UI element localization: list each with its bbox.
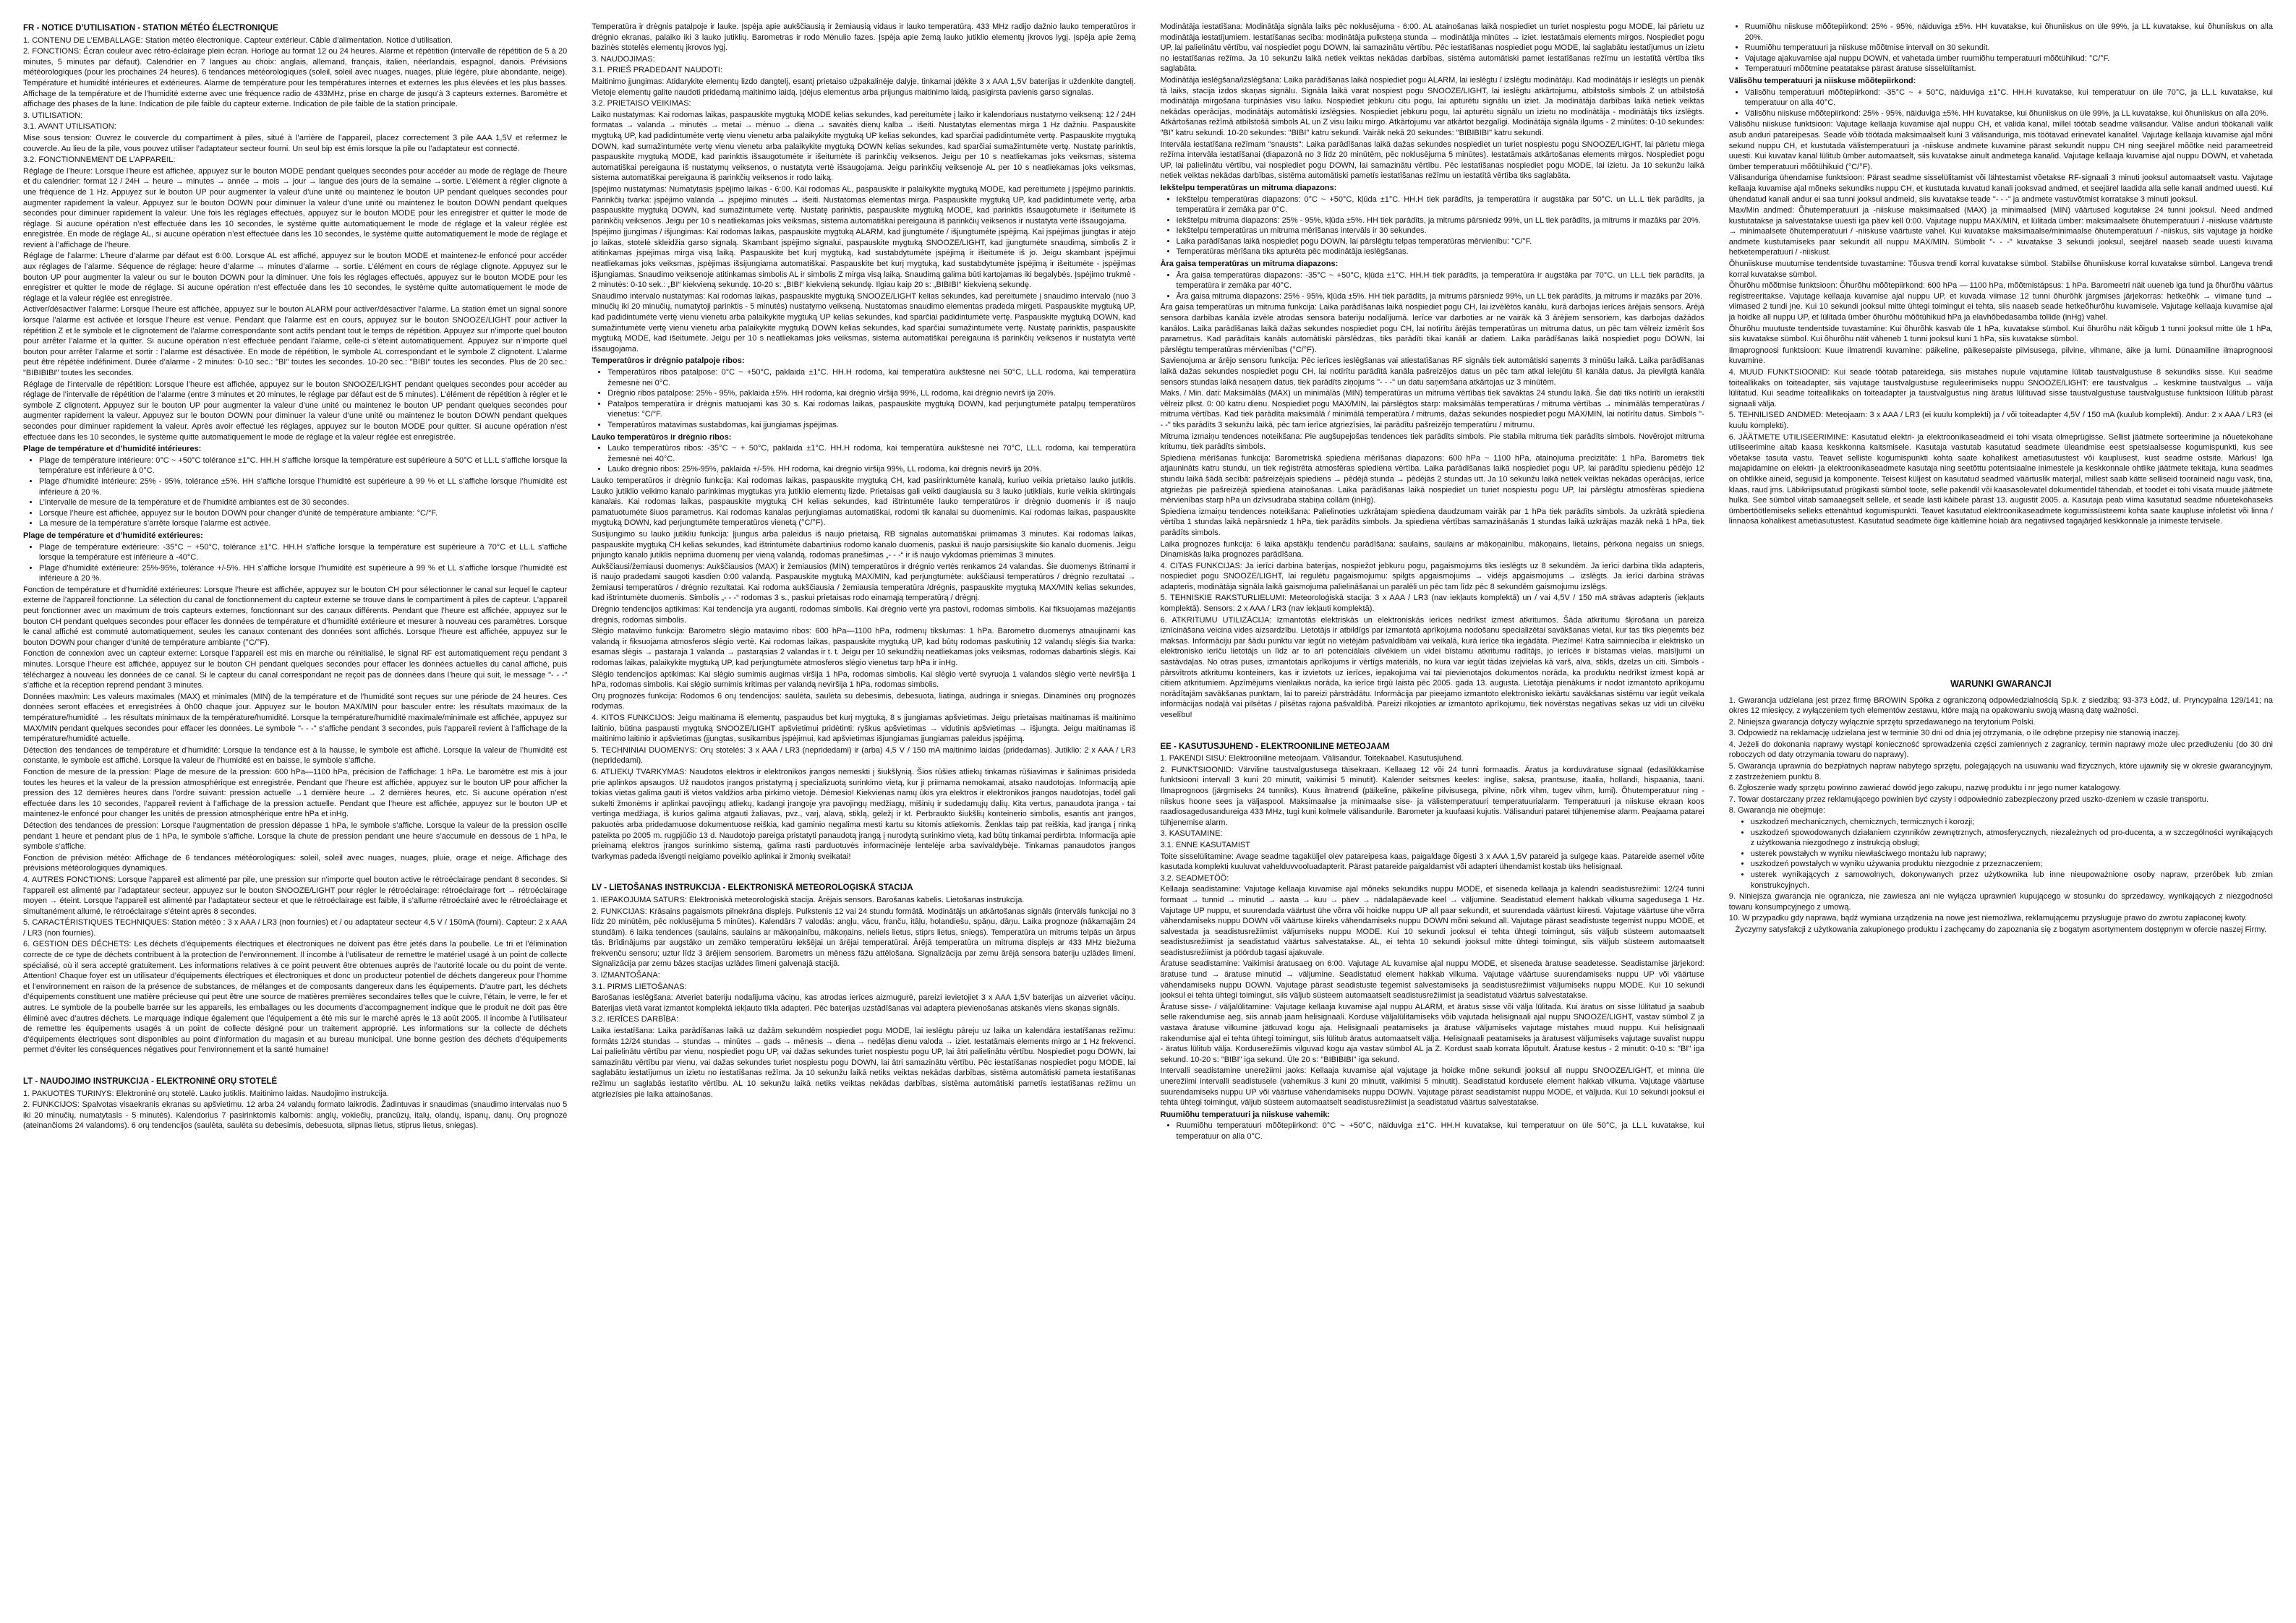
column-2 (592, 22, 1135, 1601)
paragraph: Fonction de connexion avec un capteur externe: Lorsque l’appareil est mis en marche ou réinitialisé, le signal RF est automatiquement reçu pendant 3 minutes. Lorsque l’heure est affichée, appuyez sur le bouton CH pendant quelques secondes pour effacer les données actuelles du canal affiché, puis téléchargez à nouveau les données de ce canal. Si le capteur du canal correspondant ne reçoit pas de données dans l’heure qui suit, le message "- - -" s’affiche et la réception reprend pendant 3 minutes. (23, 649, 568, 690)
warranty-term: 7. Towar dostarczany przez reklamującego powinien być czysty i odpowiednio zabezpieczony przed uszko-dzeniem w czasie transportu. (1728, 795, 2208, 804)
paragraph: Spiediena mērīšanas funkcija: Barometriskā spiediena mērīšanas diapazons: 600 hPa ~ 1100 hPa, atainojuma precizitāte: 1 hPa. Barometrs tiek atjaunināts katru stundu, un tiek reģistrēta atmosfēras spiediena vērtība. Laika parādīšanas laikā nospiediet pogu UP, lai parādītu spiedienu pēdējo 12 stundu laikā šādā secībā: pašreizējais spiediens → pēdējā stunda → pēdējās 2 stundas utt. Ja 10 sekunžu laikā netiek veiktas nekādas operācijas, ierīce atgriežas pie pašreizējā spiediena atainošanas. Laika parādīšanas laikā nospiediet un turiet nospiestu pogu UP, lai pārslēgtu atmosfēras spiediena mērvienības starp hPa un dzīvsudraba stabiņa collām (inHg). (1160, 453, 1704, 505)
warranty-term: 6. Zgłoszenie wady sprzętu powinno zawierać dowód jego zakupu, nazwę produktu i nr jego numer katalogowy. (1728, 784, 2121, 793)
paragraph: 3.2. FONCTIONNEMENT DE L’APPAREIL: (23, 155, 176, 165)
paragraph: Laika iestatīšana: Laika parādīšanas laikā uz dažām sekundēm nospiediet pogu MODE, lai ieslēgtu pāreju uz laika un kalendāra iestatīšanas režīmu: formāts 12/24 stundas → stundas → minūtes → gads → mēnesis → diena → nedēļas dienu valoda → iziet. Iestatāmais elements mirgo ar 1 Hz frekvenci. Lai palielinātu vērtību par vienu, nospiediet pogu UP, vai dažas sekundes turiet nospiestu pogu UP, lai ātri palielinātu vērtību. Nospiediet pogu DOWN, lai samazinātu vērtību par vienu, vai dažas sekundes turiet nospiestu pogu DOWN, lai ātri samazinātu vērtību. Pēc iestatīšanas nospiediet pogu MODE, lai saglabātu iestatījumus un izietu no iestatīšanas režīma. Ja 10 sekunžu laikā netiks veiktas nekādas darbības, sistēma automātiski pameta iestatīšanas režīmu un saglabās iestatīto vērtību. AL 10 sekunžu laikā netiks veiktas nekādas darbības, sistēma automātiski pametīs iestatīšanas režīmu un atgriezīsies pie laika attainošanas. (592, 1027, 1136, 1099)
paragraph: Įspėjimo įjungimas / išjungimas: Kai rodomas laikas, paspauskite mygtuką ALARM, kad įjungtumėte / išjungtumėte įspėjimą. Kai įspėjimas įjungtas ir atėjo jo laikas, stotelė skleidžia garso signalą. Skambant įspėjimo signalui, paspauskite mygtuką SNOOZE/LIGHT, kad įjungtumėte snaudimą, simbolis Z ir atitinkamas įspėjimas mirga visą laiką. Paspauskite bet kurį mygtuką, kad sustabdytumėte įspėjimą ir išeitumėte iš jo. Jeigu skambant įspėjimui neatliekamas joks veiksmas, įspėjimas išsijungiama automatiškai. Paspauskite bet kurį mygtuką, kad sustabdytumėte įspėjimą ir išeitumėte - įspėjimas išjungiamas. Snaudimo veiksenoje atitinkamas simbolis AL ir simbolis Z mirga visą laiką. Snaudimą galima būti kartojamas iki begalybės. Įspėjimo trukmė - 2 minutės: 0-10 sek.: „BI“ kiekvieną sekundę. 10-20 s: „BIBI“ kiekvieną sekundę. Ilgiau kaip 20 s: „BIBIBI“ kiekvieną sekundę. (592, 228, 1136, 290)
paragraph: Lauko temperatūros ir drėgnio funkcija: Kai rodomas laikas, paspauskite mygtuką CH, kad pasirinktumėte kanalą, kuriuo veikia prietaiso lauko jutiklis. Lauko jutiklio veikimo kanalo parinkimas mygtukas yra jutiklio elementų lizde. Prietaisas gali veikti daugiausia su 3 lauko jutikliais, kurie veikia skirtingais kanalais. Kai rodomas laikas, paspauskite mygtuką CH kelias sekundes, kad ištrintumėte lauko temperatūros ir drėgnio duomenis ir iš naujo pamatuotumėte šiuos parametrus. Kai rodomas kanalas perjungiamas automatiškai, rodomi tik kanalai su duomenimis. Kai rodomas laikas, paspauskite mygtuką DOWN, kad perjungtumėte temperatūros vienetą (°C/°F). (592, 476, 1136, 528)
bullet-list (592, 367, 1135, 431)
warranty-term: 2. Niniejsza gwarancja dotyczy wyłącznie sprzętu sprzedawanego na terytorium Polski. (1728, 717, 2036, 727)
paragraph: Välisanduriga ühendamise funktsioon: Pärast seadme sisselülitamist või lähtestamist võetakse RF-signaali 3 minuti jooksul automaatselt vastu. Vajutage kellaaja kuvamise ajal mõneks sekundiks nuppu CH, et kustutada kuvatud kanali jooksvad andmed, et seejärel laadida alla selle kanali andmed uuesti. Kui ühendatud kanali andur ei saa tunni jooksul andmeid, siis kuvatakse teade "- - -" ja andmete vastuvõtmist korratakse 3 minuti jooksul. (1728, 174, 2273, 204)
paragraph: 3.1. PRIEŠ PRADEDANT NAUDOTI: (592, 66, 722, 75)
paragraph: Kellaaja seadistamine: Vajutage kellaaja kuvamise ajal mõneks sekundiks nuppu MODE, et siseneda kellaaja ja kalendri seadistusrežiimi: 12/24 tunni formaat → tunnid → minutid → aasta → kuu → päev → nädalapäevade keel → väljumine. Seadistatud element hakkab vilkuma sagedusega 1 Hz. Vajutage UP nuppu, et suurendada väärtust ühe võrra või hoidke nuppu UP all paar sekundit, et suurendada väärtust kiiresti. Vajutage väärtuse ühe võrra vähendamiseks nuppu DOWN või väärtuse kiireks vähendamiseks nuppu DOWN mõni sekund all. Vajutage pärast seadistuste tegemist nuppu MODE, et salvestada ja seadistusrežiimist väljumiseks nuppu MODE. Kui 10 sekundi jooksul ei tehta ühtegi toimingut, siis väljub süsteem automaatselt seadistusrežiimist ja seadistatud väärtus salvestatakse. AL, ei tehta 10 sekundi jooksul mitte ühtegi toimingut, siis väljub süsteem automaatselt seadistusrežiimist ja pöördub tagasi ajakuvale. (1160, 885, 1704, 957)
paragraph: 4. CITAS FUNKCIJAS: Ja ierīci darbina baterijas, nospiežot jebkuru pogu, pagaismojums tiks ieslēgts uz 8 sekundēm. Ja ierīci darbina tīkla adapteris, nospiediet pogu SNOOZE/LIGHT, lai regulētu pagaismojumu: spilgts apgaismojums → vidējs apgaismojums → izslēgts. Ja ierīci darbina strāvas adapteris, modinātāja signāla laikā gaismojuma palielināšanai un paralēli un pēc tam līdz pēc 8 sekundēm gaismojumu izslēgs. (1160, 561, 1704, 591)
paragraph: 5. TEHNISKIE RAKSTURLIELUMI: Meteoroloģiskā stacija: 3 x AAA / LR3 (nav iekļauts komplektā) un / vai 4,5V / 150 mA strāvas adapteris (iekļauts komplektā). Sensors: 2 x AAA / LR3 (nav iekļauti komplektā). (1160, 594, 1704, 614)
warranty-term: 8. Gwarancja nie obejmuje: (1728, 806, 1826, 815)
warranty-term: 9. Niniejsza gwarancja nie ogranicza, nie zawiesza ani nie wyłącza uprawnień kupującego w stosunku do sprzedawcy, wynikających z niezgodności towaru konsumpcyjnego z umową. (1728, 892, 2273, 912)
warranty-exclusion: • uszkodzeń powstałych w wyniku używania produktu niezgodnie z przeznaczeniem; (1751, 859, 2273, 870)
paragraph: 4. KITOS FUNKCIJOS: Jeigu maitinama iš elementų, paspaudus bet kurį mygtuką, 8 s įjungiamas apšvietimas. Jeigu prietaisas maitinamas iš maitinimo laitinio, būtina paspausti mygtuką SNOOZE/LIGHT apšvietimui pridėtinti: ryškus apšvietimas → vidutinis apšvietimas → išjungta. Jeigu maitinamas iš maitinimo laitinio ir apšvietimas (įjungtas, susikambus įspėjimui, kad apšvietimas išjungiamas įjungiamas paleidus įspėjimą. (592, 714, 1136, 744)
paragraph: 5. CARACTÉRISTIQUES TECHNIQUES: Station météo : 3 x AAA / LR3 (non fournies) et / ou adaptateur secteur 4,5 V / 150mA (fourni). Capteur: 2 x AAA / LR3 (non fournies). (23, 918, 568, 938)
paragraph: Barošanas ieslēgšana: Atveriet bateriju nodalījuma vāciņu, kas atrodas ierīces aizmugurē, pareizi ievietojiet 3 x AAA 1,5V baterijas un aizveriet vāciņu. Baterijas vietā varat izmantot komplektā iekļauto tīkla adapteri. Pēc baterijas uzstādīšanas vai adaptera pievienošanas atskanēs viens skaņas signāls. (592, 993, 1136, 1013)
paragraph: 6. ATKRITUMU UTILIZĀCIJA: Izmantotās elektriskās un elektroniskās ierīces nedrīkst izmest atkritumos. Šāda atkritumu šķirošana un pareiza iznīcināšana veicina vides aizsardzību. Lietotājs ir atbildīgs par izmantotā aprīkojuma nodošanu specializētai savākšanas vietai, kur tas tiks pieņemts bez maksas. Informāciju par šādu punktu var iegūt no vietējām pašvaldībām vai veikalā, kurā ierīce tika iegādāta. Piezīme! Katra saimniecība ir elektrisko un elektronisko ierīču lietotājs un līdz ar to arī potenciālais cilvēkiem un videi bīstamu atkritumu radītājs, jo ierīcēs ir bīstamas vielas, maisījumi un sastāvdaļas. No otras puses, izmantotais aprīkojums ir vērtīgs materiāls, no kura var iegūt tādas izejvielas kā varš, alva, stikls, dzelzs un citi. Simbols - pārsvītrots atkritumu konteiners, kas ir izvietots uz ierīces, iepakojuma vai tai pievienotajos dokumentos norāda, ka produktu nedrīkst izmest kopā ar citiem atkritumiem. Apzīmējums vienlaikus norāda, ka ierīce tirgū laista pēc 2005. gada 13. augusta. Lietotāja pienākums ir nodot izmantoto aprīkojumu norādītajām savākšanas punktam, lai to pareizi pārstrādātu. Informācija par pieejamo izmantoto elektronisko iekārtu savākšanas sistēmu var iegūt veikala informācijas nodaļā vai pilsētas / pilsētas rajona pašvaldībā. Pareizi rīkojoties ar izmantoto aprīkojumu, tiek novērstas negatīvas sekas uz vidi un cilvēku veselību! (1160, 615, 1704, 719)
section-spacer (592, 862, 1135, 881)
paragraph: 5. TEHNILISED ANDMED: Meteojaam: 3 x AAA / LR3 (ei kuulu komplekti) ja / või toiteadapter 4,5V / 150 mA (kuulub komplekti). Andur: 2 x AAA / LR3 (ei kuulu komplekti). (1728, 411, 2273, 430)
list-item: • Laika parādīšanas laikā nospiediet pogu DOWN, lai pārslēgtu telpas temperatūras mērvienību: °C/°F. (1177, 236, 1704, 247)
paragraph: Détection des tendances de pression: Lorsque l’augmentation de pression dépasse 1 hPa, le symbole s’affiche. Lorsque la valeur de la pression oscille pendant 1 heure et pendant plus de 1 hPa, le symbole s’affiche. Lorsque la chute de pression pendant une heure s’accumule en dessous de 1 hPa, le symbole s’affiche. (23, 821, 568, 852)
section-spacer (23, 1056, 567, 1075)
paragraph: Toite sisselülitamine: Avage seadme tagaküljel olev patareipesa kaas, paigaldage õigesti 3 x AAA 1,5V patareid ja sulgege kaas. Patareide asemel võite kasutada komplekti kuuluvat vahelduvvooluadapterit. Pärast patareide paigaldamist või adapteri ühendamist kostab üks helisignaal. (1160, 852, 1704, 872)
paragraph: Réglage de l’heure: Lorsque l’heure est affichée, appuyez sur le bouton MODE pendant quelques secondes pour accéder au mode de réglage de l’heure et du calendrier: format 12 / 24H → heure → minutes → année → mois → jour → langue des jours de la semaine →sortie. L’élément à régler clignote à une fréquence de 1 Hz. Appuyez sur le bouton UP pour augmenter la valeur d’une unité ou maintenez le bouton UP pendant quelques secondes pour augmenter rapidement la valeur. Appuyez sur le bouton DOWN pour diminuer la valeur d’une unité ou maintenez le bouton DOWN pendant quelques secondes pour diminuer rapidement la valeur. Une fois les réglages effectués, appuyez sur le bouton MODE pour les enregistrer et quitter le mode de réglage. Si aucune opération n’est effectuée dans les 10 secondes, le système quitte automatiquement le mode de réglage et la valeur réglée est enregistrée. En mode de réglage AL, si aucune opération n’est effectuée dans les 10 secondes, le système quitte automatiquement le mode de réglage et revient à l’affichage de l’heure. (23, 166, 568, 249)
paragraph: 4. AUTRES FONCTIONS: Lorsque l’appareil est alimenté par pile, une pression sur n’importe quel bouton active le rétroéclairage pendant 8 secondes. Si l’appareil est alimenté par l’adaptateur secteur, appuyez sur le bouton SNOOZE/LIGHT pour régler le rétroéclairage: rétroéclairage fort → rétroéclairage moyen → éteint. Lorsque l’appareil est alimenté par l’adaptateur secteur et que le rétroéclairage est faible, il s’allume rétroéclairé avec le rétroéclairage et simultanément allumé, le rétroéclairage s’éteint après 8 secondes. (23, 875, 568, 916)
paragraph: Snaudimo intervalo nustatymas: Kai rodomas laikas, paspauskite mygtuką SNOOZE/LIGHT kelias sekundes, kad pereitumėte į snaudimo intervalo (nuo 3 minučių iki 20 minučių, numatytoji parinktis - 5 minutės) nustatymo veikseną. Nustatomas snaudimo elementas pradeda mirgeti. Paspauskite mygtuką UP, kad padidintumėte vertę vienu vienetu arba palaikykite mygtuką UP kelias sekundes, kad sparčiai padidintumėte vertę. Paspauskite mygtuką DOWN, kad sumažintumėte vertę vienu vienetu arba palaikykite mygtuką DOWN kelias sekundes, kad sparčiai sumažintumėte vertę. Nustatę parinktis, paspauskite mygtuką MODE, kad išeitumėte. Jeigu per 10 s neatliekamas joks veiksmas, sistema automatiškai pereigauna iš parinkčių veiksenos ir nustatyta vertė išsaugojama. (592, 291, 1136, 354)
warranty-term: 1. Gwarancja udzielana jest przez firmę BROWIN Spółka z ograniczoną odpowiedzialnością Sp.k. z siedzibą: 93-373 Łódź, ul. Pryncypalna 129/141; na okres 12 miesięcy, z wyłączeniem tych elementów zestawu, które mają na opakowaniu swoją własną datę ważności. (1728, 695, 2273, 716)
paragraph: Aukščiausi/žemiausi duomenys: Aukščiausios (MAX) ir žemiausios (MIN) temperatūros ir drėgnio vertės renkamos 24 valandas. Šie duomenys ištrinami ir iš naujo pradedami saugoti kasdien 0:00 valandą. Paspauskite mygtuką MAX/MIN, kad perjungtumėte: aukščiausi temperatūros / drėgnio rezultatai → žemiausi temperatūros / drėgnio rezultatai. Kai rodoma aukščiausia / žemiausia temperatūra /drėgnis, paspauskite mygtuką MAX/MIN kelias sekundes, kad ištrintumėte duomenis. Simbolis „- - -“ rodomas 3 s., paskui prietaisas rodo einamąją temperatūrą / drėgnį. (592, 562, 1136, 603)
paragraph: Activer/désactiver l’alarme: Lorsque l’heure est affichée, appuyez sur le bouton ALARM pour activer/désactiver l’alarme. La station émet un signal sonore lorsque l’alarme est activée et lorsque l’heure est venue. Pendant que l’alarme est en cours, appuyez sur le bouton SNOOZE/LIGHT pour activer la répétition Z et le symbole et le clignotement de l’alarme correspondante sont actifs pendant tout le temps de répétition. Appuyez sur n’importe quel bouton pour arrêter l’alarme et la quitter. Si aucune opération n’est effectuée pendant l’alarme, celle-ci s’éteint automatiquement. Appuyez sur n’importe quel bouton pour arrêter l’alarme et sortir : l’alarme est désactivée. En mode de répétition, le symbole AL correspondant et le symbole Z clignotent. L’alarme peut être répétée indéfiniment. Durée d’alarme - 2 minutes: 0-10 sec.: "BI" toutes les secondes. 10-20 sec.: "BIBI" toutes les secondes. Plus de 20 sec.: "BIBIBIBI" toutes les secondes. (23, 305, 568, 377)
paragraph: 1. PAKENDI SISU: Elektrooniline meteojaam. Välisandur. Toitekaabel. Kasutusjuhend. (1160, 754, 1464, 763)
paragraph: Äratuse sisse- / väljalülitamine: Vajutage kellaaja kuvamise ajal nuppu ALARM, et äratus sisse või välja lülitada. Kui äratus on sisse lülitatud ja saabub selle rakendumise aeg, siis annab jaam helisignaali. Korduse väljalülitamiseks võib vajutada helisignaali ajal nuppu SNOOZE/LIGHT, vastav sümbol Z ja vastava äratuse vilkumine jätkuvad kogu aja. Helisignaali peatamiseks ja äratuse väljumiseks vajutage mistahes muud nuppu. Kui helisignaali rakendumise ajal ei tehta ühtegi toimingut, siis lülitub äratus automaatselt välja. Helisignaali peatamiseks ja äratusest väljumiseks vajutage suvalist nuppu - äratus lülitub välja. Korduserežiimis vilguvad kogu aja vastav sümbol AL ja Z. Kordust saab korrata lõputult. Äratuse kestus - 2 minutit: 0-10 s: "BI" iga sekund. 10-20 s: "BIBI" iga sekund. Üle 20 s: "BIBIBIBI" iga sekund. (1160, 1002, 1704, 1064)
section-title: FR - NOTICE D’UTILISATION - STATION MÉTÉO ÉLECTRONIQUE (23, 24, 278, 33)
subsection-heading: Iekštelpu temperatūras un mitruma diapazons: (1160, 183, 1337, 192)
warranty-exclusion: • uszkodzeń spowodowanych działaniem czynników zewnętrznych, atmosferycznych, niezależnych od pro-ducenta, a w szczególności wynikających z użytkowania niezgodnego z instrukcją obsługi; (1751, 828, 2273, 849)
list-item: • Temperatūras mērīšana tiks apturēta pēc modinātāja ieslēgšanas. (1177, 247, 1704, 257)
paragraph: Fonction de prévision météo: Affichage de 6 tendances météorologiques: soleil, soleil avec nuages, nuages, pluie, orage et neige. Affichage des prévisions météorologiques dynamiques. (23, 853, 568, 873)
list-item: • Iekštelpu temperatūras un mitruma mērīšanas intervāls ir 30 sekundes. (1177, 226, 1704, 236)
list-item: • La mesure de la température s’arrête lorsque l’alarme est activée. (39, 518, 567, 529)
paragraph: Réglage de l’intervalle de répétition: Lorsque l’heure est affichée, appuyez sur le bouton SNOOZE/LIGHT pendant quelques secondes pour accéder au réglage de l’intervalle de répétition de l’alarme (entre 3 minutes et 20 minutes, le réglage par défaut est de 5 minutes). L’élément de répétition à régler et le symbole Z clignotent. Appuyez sur le bouton UP pour augmenter la valeur d’une unité ou maintenez le bouton UP pendant quelques secondes pour augmenter rapidement la valeur. Appuyez sur le bouton DOWN pour diminuer la valeur d’une unité ou maintenez le bouton DOWN pendant quelques secondes pour diminuer rapidement la valeur. Après avoir effectué les réglages, appuyez sur le bouton MODE pour quitter. Si aucune opération n’est effectuée dans les 10 secondes, le système quitte automatiquement le mode de réglage et la valeur réglée est enregistrée. (23, 380, 568, 442)
warranty-exclusion: • usterek wynikających z samowolnych, dokonywanych przez użytkownika lub inne nieupoważnione osoby napraw, przeróbek lub zmian konstrukcyjnych. (1751, 870, 2273, 891)
paragraph: Intervāla iestatīšana režīmam "snausts": Laika parādīšanas laikā dažas sekundes nospiediet un turiet nospiestu pogu SNOOZE/LIGHT, lai pārietu miega režīma intervāla iestatīšanai (diapazonā no 3 līdz 20 minūtēm, pēc noklusējuma 5 minūtes). Iestatāmais atkārtošanas elements mirgos. Nospiediet pogu UP, lai palielinātu vērtību, vai nospiediet pogu DOWN, lai samazinātu vērtību. Pēc iestatīšanas nospiediet pogu MODE, lai izietu. Ja 10 sekunžu laikā netiek veiktas nekādas darbības, sistēma automātiski pametīs iestatīšanas režīmu un iestatītā vērtība tiks saglabāta. (1160, 140, 1704, 181)
paragraph: Laiko nustatymas: Kai rodomas laikas, paspauskite mygtuką MODE kelias sekundes, kad pereitumėte į laiko ir kalendoriaus nustatymo veikseną: 12 / 24H formatas → valanda → minutės → metai → mėnuo → diena → savaitės dienų kalba → išeiti. Nustatytas elementas mirga 1 Hz dažniu. Paspauskite mygtuką UP, kad padidintumėte vertę vienu vienetu arba palaikykite mygtuką UP kelias sekundes, kad sparčiai padidintumėte vertę. Paspauskite mygtuką DOWN, kad sumažintumėte vertę vienu vienetu arba palaikykite mygtuką DOWN kelias sekundes, kad sparčiai sumažintumėte vertę. Nustatę parinktis, paspauskite mygtuką MODE, kad parinktis išsaugotumėte ir išeitumėte iš parinkčių veiksenos. Jeigu per 10 s neatliekamas joks veiksmas, sistema automatiškai pereigauna iš nustatymų veiksenos, o nustatyta vertė išsaugojama. Jeigu parinkčių veiksenoje AL per 10 s neatliekamas joks veiksmas, sistema automatiškai pereigauna iš parinkčių veiksenos ir rodo laiką. (592, 110, 1136, 183)
section-spacer (1161, 721, 1704, 740)
column-3 (1161, 22, 1704, 1601)
warranty-exclusions (1729, 817, 2273, 891)
list-item: • Iekštelpu mitruma diapazons: 25% - 95%, kļūda ±5%. HH tiek parādīts, ja mitrums pārsniedz 99%, un LL tiek parādīts, ja mitrums ir mazāks par 20%. (1177, 215, 1704, 226)
paragraph: Laika prognozes funkcija: 6 laika apstākļu tendenču parādīšana: saulains, saulains ar mākoņainību, mākoņains, lietains, pērkona negaiss un sniegs. Dinamiskās laika prognozes parādīšana. (1160, 539, 1704, 560)
list-item: • Lorsque l’heure est affichée, appuyez sur le bouton DOWN pour changer d’unité de température ambiante: °C/°F. (39, 508, 567, 519)
subsection-heading: Ruumiõhu temperatuuri ja niiskuse vahemik: (1160, 1110, 1331, 1119)
paragraph: Mitruma izmaiņu tendences noteikšana: Pie augšupejošas tendences tiek parādīts simbols. Pie stabila mitruma tiek parādīts simbols. Novērojot mitruma kritumu, tiek parādīts simbols. (1160, 432, 1704, 452)
bullet-list (1161, 1121, 1704, 1142)
paragraph: 3.1. AVANT UTILISATION: (23, 122, 116, 132)
paragraph: Modinātāja iestatīšana: Modinātāja signāla laiks pēc noklusējuma - 6:00. AL atainošanas laikā nospiediet un turiet nospiestu pogu MODE, lai pārietu uz modinātāja iestatījumiem. Iestatīšanas secība: modinātāja pulksteņa stunda → modinātāja minūtes → iziet. Iestatāmais elements mirgos. Nospiediet pogu UP, lai palielinātu vērtību, vai nospiediet pogu DOWN, lai samazinātu vērtību. Pēc iestatīšanas nospiediet pogu MODE, lai saglabātu iestatījumus un izietu no iestatīšanas režīma. Ja 10 sekunžu laikā netiek veiktas nekādas darbības, sistēma automātiski pamet iestatīšanas režīmu un iestatītā vērtība tiks saglabāta. (1160, 22, 1704, 74)
list-item: • Ruumiõhu temperatuuri mõõtepiirkond: 0°C ~ +50°C, näiduviga ±1°C. HH.H kuvatakse, kui temperatuur on üle 50°C, ja LL.L kuvatakse, kui temperatuur on alla 0°C. (1177, 1121, 1704, 1142)
list-item: • Välisõhu temperatuuri mõõtepiirkond: -35°C ~ + 50°C, näiduviga ±1°C. HH.H kuvatakse, kui temperatuur on üle 70°C, ja LL.L kuvatakse, kui temperatuur on alla 40°C. (1745, 87, 2273, 108)
paragraph: Données max/min: Les valeurs maximales (MAX) et minimales (MIN) de la température et de l’humidité sont reçues sur une période de 24 heures. Ces données seront effacées et enregistrées à 0h00 chaque jour. Appuyez sur le bouton MAX/MIN pour basculer entre: les résultats maximaux de la température/humidité → les résultats minimaux de la température/humidité. Lorsque la température/humidité maximale/minimale est affichée, appuyez sur MAX/MIN pendant quelques secondes pour effacer les données. Le symbole "- - -" s’affiche pendant 3 secondes, puis l’appareil revient à l’affichage de la température/humidité actuelle. (23, 692, 568, 744)
list-item: • Plage d’humidité intérieure: 25% - 95%, tolérance ±5%. HH s’affiche lorsque l’humidité est supérieure à 99 % et LL s’affiche lorsque l’humidité est inférieure à 20 %. (39, 476, 567, 497)
paragraph: Spiediena izmaiņu tendences noteikšana: Palielinoties uzkrātajam spiediena daudzumam vairāk par 1 hPa tiek parādīts simbols. Ja uzkrātā spiediena vērtība 1 stundas laikā nepārsniedz 1 hPa, tiek parādīts simbols. Ja spiediena vērtības samazināšanās 1 stundas laikā uzkrājas mazāk nekā 1 hPa, tiek parādīts simbols. (1160, 507, 1704, 537)
paragraph: Fonction de température et d’humidité extérieures: Lorsque l’heure est affichée, appuyez sur le bouton CH pour sélectionner le canal sur lequel le capteur externe de l’appareil fonctionne. La sélection du canal de fonctionnement du capteur externe se trouve dans le compartiment à piles de capteur. L’appareil peut fonctionner avec un maximum de trois capteurs externes, fonctionnant sur des canaux différents. Pendant que l’heure est affichée, appuyez sur le bouton CH pendant quelques secondes pour effacer les données de température et d’humidité extérieure et mesurer à nouveau ces paramètres. Lorsque le canal affiché est commuté automatiquement, seules les canaux contenant des données sont affichés. Lorsque l’heure est affichée, appuyez sur le bouton DOWN pour changer d’unité de température ambiante (°C/°F). (23, 585, 568, 647)
paragraph: Āra gaisa temperatūras un mitruma funkcija: Laika parādīšanas laikā nospiediet pogu CH, lai izvēlētos kanālu, kurā darbojas ierīces ārējais sensors. Ārējā sensora darbības kanāla izvēle atrodas sensora bateriju nodalījumā. Ierīce var darboties ar ne vairāk kā 3 ārējiem sensoriem, kas darbojas dažādos kanālos. Laika parādīšanas laikā dažas sekundes nospiediet pogu CH, lai notīrītu ārējās temperatūras un mitruma datus, un pēc tam vēlreiz izmērīt šos parametrus. Kad parādītais kanāls automātiski pārslēdzas, tiks parādīti tikai kanāli ar datiem. Laika parādīšanas laikā nospiediet pogu DOWN, lai pārslēgtu temperatūras mērvienības (°C/°F). (1160, 303, 1704, 354)
bullet-list (592, 443, 1135, 475)
paragraph: Äratuse seadistamine: Vaikimisi äratusaeg on 6:00. Vajutage AL kuvamise ajal nuppu MODE, et siseneda äratuse seadetesse. Seadistamise järjekord: äratuse tund → äratuse minutid → väljumine. Seadistatud element hakkab vilkuma. Vajutage väärtuse suurendamiseks nuppu UP või väärtuse vähendamiseks nuppu DOWN. Vajutage pärast seadistuste tegemist salvestamiseks ja seadistusrežiimist väljumiseks nuppu MODE. Kui 10 sekundi jooksul ei tehta ühtegi toimingut, siis väljub süsteem automaatselt seadistusrežiimist ja seadistatud väärtus salvestatakse. (1160, 959, 1704, 1001)
paragraph: Maitinimo įjungimas: Atidarykite elementų lizdo dangtelį, esantį prietaiso užpakalinėje dalyje, tinkamai įdėkite 3 x AAA 1,5V baterijas ir uždenkite dangtelį. Vietoje elementų galite naudoti pridedamą maitinimo laidą. Įdėjus elementus arba prijungus maitinimo laidą, pasigirsta pavienis garso signalas. (592, 77, 1136, 97)
column-1 (23, 22, 567, 1601)
list-item: • Drėgnio ribos patalpose: 25% - 95%, paklaida ±5%. HH rodoma, kai drėgnio viršija 99%, LL rodoma, kai drėgnio nevirš ija 20%. (607, 388, 1135, 399)
paragraph: Savienojuma ar ārējo sensoru funkcija: Pēc ierīces ieslēgšanas vai atiestatīšanas RF signāls tiek automātiski saņemts 3 minūšu laikā. Laika parādīšanas laikā dažas sekundes nospiediet pogu CH, lai notīrītu parādītā kanāla pašreizējos datus un pēc tam atkal ielejūtu šī kanāla datus. Ja pievilgtā kanāla sensors stundas laikā nesaņem datus, tiek parādīts ziņojums "- - -" un datu saņemšana atkārtojas uz 3 minūtēm. (1160, 356, 1704, 387)
paragraph: Välisõhu niiskuse funktsioon: Vajutage kellaaja kuvamise ajal nuppu CH, et valida kanal, millel töötab seadme välisandur. Välise anduri töökanali valik asub anduri patareipesas. Seade võib töötada maksimaalselt kuni 3 välisanduriga, mis töötavad erinevatel kanalitel. Vajutage kellaaja kuvamise ajal mõni sekund nuppu CH, et kustutada välistemperatuuri ja -niiskuse andmete kuvamine pärast sekundit nuppu CH ning seejärel mõõtke neid parameetreid uuesti. Kui kuvatav kanal lülitub ümber automaatselt, siis kuvatakse ainult andmetega kanalid. Vajutage kellaaja kuvamise ajal nuppu DOWN, et vahetada ümber temperatuuri mõõtühikuid (°C/°F). (1728, 120, 2273, 171)
bullet-list (1161, 270, 1704, 302)
paragraph: 3. NAUDOJIMAS: (592, 54, 655, 64)
warranty-term: 5. Gwarancja uprawnia do bezpłatnych napraw nabytego sprzętu, polegających na usuwaniu wad fizycznych, które ujawniły się w okresie gwarancyjnym, z zastrzeżeniem punktu 8. (1728, 762, 2273, 781)
paragraph: 2. FUNKCIJAS: Krāsains pagaismots pilnekrāna displejs. Pulkstenis 12 vai 24 stundu formātā. Modinātājs un atkārtošanas signāls (intervāls funkcijai no 3 līdz 20 minūtēm, pēc noklusējuma 5 minūtes). Kalendārs 7 valodās: angļu, vācu, franču, itāļu, holandiešu, spāņu, dāņu. Laika prognoze (nākamajām 24 stundām). 6 laika tendences (saulains, saulains ar mākoņainību, mākoņains, neliels lietus, stiprs lietus, sniegs). Temperatūra un mitrums telpās un ārpus tās. Brīdinājums par augstāko un zemāko temperatūru iekšējai un ārējai temperatūrai. Ārējā temperatūra un mitruma displejs ar 433 MHz biežuma frekvenču sensoru; uztur līdz 3 ārējiem sensoriem. Barometrs un mēness fāžu attēlošana. Signalizācija par zemu ārējā sensora bateriju uzlādes līmeni. Signalizācija par zemu bāzes stacijas uzlādes līmeni galvenajā stacijā. (592, 907, 1136, 969)
paragraph: Fonction de mesure de la pression: Plage de mesure de la pression: 600 hPa—1100 hPa, précision de l’affichage: 1 hPa. Le baromètre est mis à jour toutes les heures et la valeur de la pression atmosphérique est enregistrée. Pendant que l’heure est affichée, appuyez sur le bouton UP pour afficher la pression des 12 dernières heures dans l’ordre suivant: pression actuelle →1 dernière heure → 2 dernières heures, etc. Si aucune opération n’est effectuée dans les 10 secondes, l’appareil revient à l’affichage de la pression actuelle. Pendant que l’heure est affichée, appuyez sur le bouton UP et maintenez-le enfoncé pour changer les unités de pression atmosphérique entre hPa et inHg. (23, 767, 568, 819)
paragraph: 3. UTILISATION: (23, 111, 83, 120)
subsection-heading: Plage de température et d’humidité intérieures: (23, 445, 202, 454)
bullet-list (1729, 87, 2273, 119)
paragraph: 3. IZMANTOŠANA: (592, 971, 660, 980)
paragraph: 4. MUUD FUNKTSIOONID: Kui seade töötab patareidega, siis mistahes nupule vajutamine lülitab taustvalgustuse 8 sekundiks sisse. Kui seadme toiteallikaks on toiteadapter, siis vajutage taustvalgustuse reguleerimiseks nuppu SNOOZE/LIGHT: ere taustvalgus → keskmine taustvalgus → välja lülitatud. Kui seadme toiteallikaks on toiteadapter ja taustvalgustus ning äratus lülituvad sisse taustvalgustuse taustvalgustuse funktsioon lülitub pärast signaali välja. (1728, 368, 2273, 408)
warranty-term: 3. Odpowiedź na reklamację udzielana jest w terminie 30 dni od dnia jej otrzymania, o ile odrębne przepisy nie stanowią inaczej. (1728, 729, 2180, 738)
warranty-title: WARUNKI GWARANCJI (1950, 678, 2052, 689)
paragraph: Slėgio matavimo funkcija: Barometro slėgio matavimo ribos: 600 hPa—1100 hPa, rodmenų tikslumas: 1 hPa. Barometro duomenys atnaujinami kas valandą ir fiksuojama atmosferos slėgio vertė. Kai rodomas laikas, paspauskite mygtuką UP, kad būtų rodomas paskutinių 12 valandų slėgis šia tvarka: esamas slėgis → pastaraja 1 valanda → pastarąsias 2 valandas ir t. t. Jeigu per 10 sekundžių neatliekamas joks veiksmas, rodomas dabartinis slėgis. Kai rodomas laikas, palaikykite mygtuką UP, kad perjungtumėte atmosferos slėgio vienetus tarp hPa ir inHg. (592, 627, 1136, 668)
paragraph: 5. TECHNINIAI DUOMENYS: Orų stotelės: 3 x AAA / LR3 (nepridedami) ir (arba) 4,5 V / 150 mA maitinimo laidas (pridedamas). Jutiklio: 2 x AAA / LR3 (nepridedami). (592, 745, 1136, 766)
warranty-terms (1729, 695, 2273, 817)
subsection-heading: Välisõhu temperatuuri ja niiskuse mõõtepiirkond: (1728, 76, 1916, 85)
paragraph: 1. PAKUOTĖS TURINYS: Elektroninė orų stotelė. Lauko jutiklis. Maitinimo laidas. Naudojimo instrukcija. (23, 1089, 389, 1098)
subsection-heading: Temperatūros ir drėgnio patalpoje ribos: (592, 356, 745, 366)
paragraph: 1. IEPAKOJUMA SATURS: Elektroniskā meteoroloģiskā stacija. Ārējais sensors. Barošanas kabelis. Lietošanas instrukcija. (592, 895, 1025, 904)
paragraph: Mise sous tension: Ouvrez le couvercle du compartiment à piles, situé à l’arrière de l’appareil, placez correctement 3 pile AAA 1,5V et refermez le couvercle. Au lieu de la pile, vous pouvez utiliser l’adaptateur secteur fourni. Un seul bip est émis lorsque la pile ou l’adaptateur est connecté. (23, 133, 568, 153)
paragraph: Orų prognozės funkcija: Rodomos 6 orų tendencijos: saulėta, saulėta su debesimis, debesuota, liatinga, audringa ir sniegas. Dinaminės orų prognozės rodymas. (592, 691, 1136, 711)
section-title: LV - LIETOŠANAS INSTRUKCIJA - ELEKTRONISKĀ METEOROLOĢISKĀ STACIJA (592, 883, 913, 893)
paragraph: Ilmaprognoosi funktsioon: Kuue ilmatrendi kuvamine: päikeline, päikesepaiste pilvisusega, pilvine, vihmane, äike ja lumi. Dünaamiline ilmaprognoosi kuvamine. (1728, 346, 2273, 366)
bullet-list (1161, 194, 1704, 258)
list-item: • Lauko drėgnio ribos: 25%-95%, paklaida +/-5%. HH rodoma, kai drėgnio viršija 99%, LL rodoma, kai drėgnis nevirš ija 20%. (607, 464, 1135, 475)
paragraph: 2. FUNKTSIOONID: Värviline taustvalgustusega täisekraan. Kellaaeg 12 või 24 tunni formaadis. Äratus ja korduväratuse signaal (edasilükkamise funktsiooni intervall 3 kuni 20 minutit, vaikimisi 5 minutit). Kalender seitsmes keeles: inglise, saksa, prantsuse, itaalia, hollandi, hispaania, taani. Ilmaprognoos (järgmiseks 24 tunniks). Kuus ilmatrendi (päikeline, päikeline pilvisusega, pilvine, nõrk vihm, tugev vihm, lumi). Õhutemperatuur ning -niiskus hoone sees ja väljaspool. Maksimaalse ja minimaalse sise- ja välistemperatuuri temperatuurialarm. Temperatuuri ja niiskuse ekraan koos raadiosagedusandureiga 433 MHz, tugi kuni kolmele välisandurile. Barometer ja kuufaasi kujutis. Välisanduri patarei tühjenemise alarm. Peajaama patarei tühjenemise alarm. (1160, 765, 1704, 827)
paragraph: Réglage de l’alarme: L’heure d’alarme par défaut est 6:00. Lorsque AL est affiché, appuyez sur le bouton MODE et maintenez-le enfoncé pour accéder aux réglages de l’alarme. Séquence de réglage: heure d’alarme → minutes d’alarme → sortie. L’élément en cours de réglage clignote. Appuyez sur le bouton UP pour augmenter la valeur ou sur le bouton DOWN pour la diminuer. Une fois les réglages effectués, appuyez sur le bouton MODE pour les enregistrer et quitter le mode de réglage. Si aucune opération n’est effectuée dans les 10 secondes, le système quitte automatiquement le mode de réglage et la valeur réglée est enregistrée. (23, 252, 568, 303)
paragraph: 2. FONCTIONS: Écran couleur avec rétro-éclairage plein écran. Horloge au format 12 ou 24 heures. Alarme et répétition (intervalle de répétition de 5 à 20 minutes, 5 minutes par défaut). Calendrier en 7 langues au choix: anglais, allemand, français, italien, néerlandais, espagnol, danois. Prévisions météorologiques (pour les prochaines 24 heures). 6 tendances météorologiques (soleil, soleil avec nuages, nuages, pluie légère, pluie abondante, neige). Température et humidité intérieures et extérieures. Alarme de température pour les températures internes et externes les plus élevées et les plus basses. Affichage de la température et de l’humidité externe avec une fréquence radio de 433MHz, prise en charge de jusqu’à 3 capteurs externes. Baromètre et affichage des phases de la lune. Indication de pile faible du capteur externe. Indication de pile faible de la station principale. (23, 47, 568, 109)
paragraph: Drėgnio tendencijos aptikimas: Kai tendencija yra auganti, rodomas simbolis. Kai drėgnio vertė yra pastovi, rodomas simbolis. Kai fiksuojamas mažėjantis drėgnis, rodomas simbolis. (592, 605, 1136, 625)
paragraph: Õhurõhu muutuste tendentside tuvastamine: Kui õhurõhk kasvab üle 1 hPa, kuvatakse sümbol. Kui õhurõhu näit kõigub 1 tunni jooksul mitte üle 1 hPa, siis kuvatakse sümbol. Kui õhurõhu näit väheneb 1 tunni jooksul kuni 1 hPa, siis kuvatakse sümbol. (1728, 324, 2273, 344)
list-item: • Ruumiõhu niiskuse mõõtepiirkond: 25% - 95%, näiduviga ±5%. HH kuvatakse, kui õhuniiskus on üle 99%, ja LL kuvatakse, kui õhuniiskus on alla 20%. (1745, 22, 2273, 43)
paragraph: Détection des tendances de température et d’humidité: Lorsque la tendance est à la hausse, le symbole est affiché. Lorsque la valeur de l’humidité est constante, le symbole est affiché. Lorsque la valeur de l’humidité est en baisse, le symbole s’affiche. (23, 745, 568, 766)
list-item: • Välisõhu niiskuse mõõtepiirkond: 25% - 95%, näiduviga ±5%. HH kuvatakse, kui õhuniiskus on üle 99%, ja LL kuvatakse, kui õhuniiskus on alla 20%. (1745, 108, 2273, 119)
column-4 (1729, 22, 2273, 1601)
paragraph: 3.1. PIRMS LIETOŠANAS: (592, 982, 687, 991)
paragraph: 6. JÄÄTMETE UTILISEERIMINE: Kasutatud elektri- ja elektroonikaseadmeid ei tohi visata olmeprügisse. Sellist jäätmete sorteerimine ja nõuetekohane utiliseerimine aitab kaasa keskkonna kaitsmisele. Kasutaja vastutab kasutatud seadmete üleandmise eest spetsiaalsesse kogumispunkti, kus see võetakse tasuta vastu. Teavet selliste kogumispunkti kohta saate kohalikest ametiasutustest või kauplusest, kust seadme ostsite. Märkus! Iga majapidamine on elektri- ja elektroonikaseadmete kasutaja ning seetõttu potentsiaalne inimestele ja keskkonnale ohtlike jäätmete tekitaja, kuna seadmes on ohtlikke aineid, segusid ja komponente. Teisest küljest on kasutatud seadmed väärtuslik materjal, millest saab kätte selliseid tooraineid nagu vask, tina, klaas, raud jms. Läbikriipsutatud prügikasti sümbol toote, selle pakendil või kaasasolevatel dokumentidel tähendab, et toodet ei tohi visata muude jäätmete hulka. See sümbol viitab samaaegselt sellele, et seade lasti käibele pärast 13. augustit 2005. a. Kasutaja peab viima kasutatud seadme nõuetekohaseks ümbertöötlemiseks selleks ettenähtud kogumispunkti. Teavet kasutatud elektroonikaseadmete kogumissüsteemi kohta saate kaupluse infoletist või linna / linnaosa kohalikest ametiasutustest. Kasutatud seadmete õige käitlemine hoiab ära negatiivsed tagajärjed keskkonnale ja inimeste tervisele. (1728, 432, 2273, 526)
paragraph: Įspėjimo nustatymas: Numatytasis įspėjimo laikas - 6:00. Kai rodomas AL, paspauskite ir palaikykite mygtuką MODE, kad pereitumėte į įspėjimo parinktis. Parinkčių tvarka: įspėjimo valanda → įspėjimo minutės → išeiti. Nustatomas elementas mirga. Paspauskite mygtuką UP, kad padidintumėte vertę, arba paspauskite mygtuką DOWN, kad sumažintumėte vertę. Nustatę parinktis, paspauskite mygtuką MODE, kad parinktis išsaugotumėte ir išeitumėte iš parinkčių veiksenos. Jeigu per 10 s neatliekamas joks veiksmas, sistema automatiškai pereigauna iš parinkčių veiksenos ir nustatyta vertė išsaugojama. (592, 184, 1136, 226)
warranty-exclusion: • usterek powstałych w wyniku niewłaściwego montażu lub naprawy; (1751, 849, 2273, 860)
section-title: EE - KASUTUSJUHEND - ELEKTROONILINE METEOJAAM (1160, 742, 1390, 751)
paragraph: 3.2. PRIETAISO VEIKIMAS: (592, 99, 691, 108)
paragraph: 6. ATLIEKŲ TVARKYMAS: Naudotos elektros ir elektronikos įrangos nemeskti į šiukšlynią. Šios rūšies atliekų tinkamas rūšiavimas ir šalinimas prisideda prie aplinkos apsaugos. Už naudotos įrangos pristatymą į specializuotą surinkimo vietą, kur ji priimama nemokamai, atsako naudotojas. Informaciją apie tokias vietas galima gauti iš vietos valdžios arba pirkimo vietoje. Dėmesio! Kiekvienas namų ūkis yra elektros ir elektronikos įrangos naudotojas, todėl gali sukelti žmonėms ir aplinkai pavojingų atliekų, kadangi įrangoje yra pavojingų medžiagų, mišinių ir sudedamųjų dalių. Kita vertus, panaudota įranga - tai vertinga medžiaga, iš kurios galima atgauti žaliavas, pvz., varį, alavą, stiklą, geležį ir kt. Perbraukto šiukšlių konteinerio simbolis, esantis ant įrangos, pakuotės arba pridedamuose dokumentuose reiškia, kad gaminio negalima mesti kartu su kitomis atliekomis. Ženklas taip pat reiškia, kad įranga į rinką pateikta po 2005 m. rugpjūčio 13 d. Naudotojo pareiga pristatyti panaudotą įrangą į nurodytą surinkimo vietą, kad būtų tinkamai perdirbta. Informacija apie prieinamą elektros įrangos surinkimo sistemą, galima rasti parduotuvės informacinėje lentelėje arba savivaldybėje. Tinkamas panaudotos įrangos tvarkymas padeda išvengti neigiamo poveikio aplinkai ir žmonių sveikatai! (592, 767, 1136, 861)
list-item: • Āra gaisa mitruma diapazons: 25% - 95%, kļūda ±5%. HH tiek parādīts, ja mitrums pārsniedz 99%, un LL tiek parādīts, ja mitrums ir mazāks par 20%. (1177, 291, 1704, 302)
bullet-list (23, 455, 567, 529)
paragraph: Õhuniiskuse muutumise tendentside tuvastamine: Tõusva trendi korral kuvatakse sümbol. Stabiilse õhuniiskuse korral kuvatakse sümbol. Langeva trendi korral kuvatakse sümbol. (1728, 260, 2273, 279)
warranty-term: 4. Jeżeli do dokonania naprawy wystąpi konieczność sprowadzenia części zamiennych z zagranicy, termin naprawy może ulec przedłużeniu (do 30 dni roboczych od daty otrzymania towaru do naprawy). (1728, 740, 2273, 760)
paragraph: 3.2. SEADMETÖÖ: (1160, 873, 1229, 883)
warranty-term: 10. W przypadku gdy naprawa, bądź wymiana urządzenia na nowe jest niemożliwa, reklamującemu przysługuje prawo do zwrotu zapłaconej kwoty. (1728, 914, 2248, 923)
subsection-heading: Plage de température et d’humidité extérieures: (23, 531, 203, 540)
section-title: LT - NAUDOJIMO INSTRUKCIJA - ELEKTRONINĖ ORŲ STOTELĖ (23, 1077, 278, 1086)
paragraph: 3.2. IERĪCES DARBĪBA: (592, 1015, 679, 1024)
paragraph: Slėgio tendencijos aptikimas: Kai slėgio sumimis augimas viršija 1 hPa, rodomas simbolis. Kai slėgio vertė svyruoja 1 valandos slėgio vertė neviršija 1 hPa, rodomas simbolis. Kai slėgio sumimis kritimas per valandą neviršija 1 hPa, rodomas simbolis. (592, 669, 1136, 690)
list-item: • Plage d’humidité extérieure: 25%-95%, tolérance +/-5%. HH s’affiche lorsque l’humidité est supérieure à 99 % et LL s’affiche lorsque l’humidité est inférieure à 20 %. (39, 563, 567, 584)
list-item: • Plage de température extérieure: -35°C ~ +50°C, tolérance ±1°C. HH.H s’affiche lorsque la température est supérieure à 70°C et LL.L s’affiche lorsque la température est inférieure à -40°C. (39, 542, 567, 563)
bullet-list (23, 542, 567, 584)
paragraph: Maks. / Min. dati: Maksimālās (MAX) un minimālās (MIN) temperatūras un mitruma vērtības tiek savāktas 24 stundu laikā. Šie dati tiks notīrīti un ierakstīti vēlreiz plkst. 0: 00 katru dienu. Nospiediet pogu MAX/MIN, lai pārslēgtos starp: maksimālās temperatūras / mitruma vērtības → minimālās temperatūras / mitruma vērtības. Kad tiek parādīta maksimālā / minimālā temperatūra / mitrums, dažas sekundes nospiediet pogu MAX/MIN, lai notīrītu datus. Simbols "- - -" tiks parādīts 3 sekunžu laikā, pēc tam ierīce atgriezīsies, lai parādītu pašreizējo temperatūru / mitrumu. (1160, 389, 1704, 429)
paragraph: 3.1. ENNE KASUTAMIST (1160, 840, 1250, 849)
list-item: • Plage de température intérieure: 0°C ~ +50°C tolérance ±1°C. HH.H s’affiche lorsque la température est supérieure à 50°C et LL.L s’affiche lorsque la température est inférieure à 0°C. (39, 455, 567, 476)
list-item: • Lauko temperatūros ribos: -35°C ~ + 50°C, paklaida ±1°C. HH.H rodoma, kai temperatūra aukštesnė nei 70°C, LL.L rodoma, kai temperatūra žemesnė nei 40°C. (607, 443, 1135, 464)
list-item: • Āra gaisa temperatūras diapazons: -35°C ~ +50°C, kļūda ±1°C. HH.H tiek parādīts, ja temperatūra ir augstāka par 70°C. un LL.L tiek parādīts, ja temperatūra ir zemāka par 40°C. (1177, 270, 1704, 291)
paragraph: 2. FUNKCIJOS: Spalvotas visaekranis ekranas su apšvietimu. 12 arba 24 valandų formato laikrodis. Žadintuvas ir snaudimas (snaudimo intervalas nuo 5 iki 20 minučių, numatytasis - 5 minutės). Kalendorius 7 pasirinktomis kalbomis: anglų, vokiečių, prancūzų, italų, olandų, ispanų, danų. Orų prognozė (ateinančioms 24 valandoms). 6 orų tendencijos (saulėta, saulėta su debesimis, debesuota, silpnas lietus, stiprus lietus, sniegas). (23, 1100, 568, 1131)
list-item: • Temperatūros matavimas sustabdomas, kai įjungiamas įspėjimas. (607, 420, 1135, 431)
list-item: • Temperatūros ribos patalpose: 0°C ~ +50°C, paklaida ±1°C. HH.H rodoma, kai temperatūra aukštesnė nei 50°C, LL.L rodoma, kai temperatūra žemesnė nei 0°C. (607, 367, 1135, 388)
list-item: • L’intervalle de mesure de la température et de l’humidité ambiantes est de 30 secondes. (39, 497, 567, 508)
paragraph: 6. GESTION DES DÉCHETS: Les déchets d’équipements électriques et électroniques ne doivent pas être jetés dans la poubelle. Le tri et l’élimination correcte de ce type de déchets contribuent à la protection de l’environnement. Il incombe à l’utilisateur de remettre le matériel usagé à un point de collecte spécialisé, où il sera accepté gratuitement. Les informations relatives à ce point peuvent être obtenues auprès de l’autorité locale ou du point de vente. Attention! Chaque foyer est un utilisateur d’équipements électriques et électroniques et donc un producteur potentiel de déchets dangereux pour l’homme et l’environnement en raison de la présence de substances, de mélanges et de composants dangereux dans les équipements. D’autre part, les déchets d’équipements constituent une matière précieuse qui peut être une source de matières premières secondaires telles que le cuivre, l’étain, le verre, le fer et autres. Le symbole de la poubelle barrée sur les appareils, les emballages ou les documents d’accompagnement indique que le produit ne doit pas être éliminé avec d’autres déchets. Le marquage indique également que l’équipement a été mis sur le marché après le 13 août 2005. Il incombe à l’utilisateur de remettre les équipements usagés à un point de collecte désigné pour un traitement approprié. Les informations sur la collecte de déchets d’équipements électriques sont disponibles au point d’information du magasin et au bureau municipal. Une bonne gestion des déchets d’équipements permet d’éviter les conséquences négatives pour l’environnement et la santé humaine! (23, 940, 568, 1055)
subsection-heading: Āra gaisa temperatūras un mitruma diapazons: (1160, 260, 1339, 269)
list-item: • Vajutage ajakuvamise ajal nuppu DOWN, et vahetada ümber ruumiõhu temperatuuri mõõtühikud: °C/°F. (1745, 53, 2273, 64)
list-item: • Ruumiõhu temperatuuri ja niiskuse mõõtmise intervall on 30 sekundit. (1745, 43, 2273, 53)
warranty-exclusion: • uszkodzeń mechanicznych, chemicznych, termicznych i korozji; (1751, 817, 2273, 828)
list-item: • Temperatuuri mõõtmine peatatakse pärast äratuse sisselülitamist. (1745, 64, 2273, 74)
paragraph: Õhurõhu mõõtmise funktsioon: Õhurõhu mõõtepiirkond: 600 hPa — 1100 hPa, mõõtmistäpsus: 1 hPa. Baromeetri näit uueneb iga tund ja õhurõhu väärtus registreeritakse. Vajutage kellaaja kuvamise ajal nuppu UP, et kuvada viimase 12 tunni õhurõhk järgmises järjekorras: hetkeõhk → viimane tund → viimased 2 tundi jne. Kui 10 sekundi jooksul mitte ühtegi toimingut ei tehta, siis naaseb seade hetkeõhurõhu kuvamisele. Vajutage kellaaja kuvamise ajal ja hoidke all nuppu UP, et lülitada ümber õhurõhu mõõtühikud hPa ja elavhõbedasamba tollide (inHg) vahel. (1728, 281, 2273, 322)
paragraph: Max/Min andmed: Õhutemperatuuri ja -niiskuse maksimaalsed (MAX) ja minimaalsed (MIN) väärtused kogutakse 24 tunni jooksul. Need andmed kustutatakse ja salvestatakse uuesti iga päev kell 0:00. Vajutage nuppu MAX/MIN, et lülitada ümber: maksimaalsete õhutemperatuuri / -niiskuse väärtuste → minimaalsete õhutemperatuuri / -niiskuse väärtuste vahel. Kui kuvatakse maksimaalse/minimaalse õhutemperatuuri / -niiskus, siis vajutage ja hoidke andmete kustutamiseks paar sekundit all nuppu MAX/MIN. Sümbolit "- - -" kuvatakse 3 sekundi jooksul, seejärel naaseb seade uuesti kuvama hetketemperatuuri / -niiskust. (1728, 206, 2273, 257)
paragraph: Modinātāja ieslēgšana/izslēgšana: Laika parādīšanas laikā nospiediet pogu ALARM, lai ieslēgtu / izslēgtu modinātāju. Kad modinātājs ir ieslēgts un pienāk tā laiks, stacija izdos skaņas signālu. Signāla laikā varat nospiest pogu SNOOZE/LIGHT, lai ieslēgtu atkārtojumu, atbilstošs simbols Z un atbilstošā modinātāja mirgošana turpināsies visu laiku. Nospiediet jebkuru citu pogu, lai apturētu signālu un iziet. Ja modinātāja darbības laikā netiek veiktas nekādas operācijas, modinātājs automātiski izslēgsies. Nospiediet jebkuru pogu, lai apturētu signālu un izietu no modinātāja - modinātājs tiks izslēgts. Atkārtošanas režīmā atbilstošā simbols AL un Z visu laiku mirgo. Atkārtojumu var atkārtot bezgalīgi. Modinātāja signāla ilgums - 2 minūtes: 0-10 sekundes: "BI" katru sekundi. 10-20 sekundes: "BIBI" katru sekundi. Vairāk nekā 20 sekundes: "BIBIBIBI" katru sekundi. (1160, 75, 1704, 137)
paragraph: Susijungimo su lauko jutikliu funkcija: Įjungus arba paleidus iš naujo prietaisą, RB signalas automatiškai priimamas 3 minutes. Kai rodomas laikas, paspauskite mygtuką CH kelias sekundes, kad ištrintumėte dabartinius rodomo kanalo duomenis, paskui iš naujo parsisiųskite šio kanalo duomenis. Jeigu prijungto kanalo jutiklis nepriima duomenų per vieną valandą, rodomas pranešimas „- - -“ ir iš naujo vykdomas priėmimas 3 minutes. (592, 529, 1136, 560)
subsection-heading: Lauko temperatūros ir drėgnio ribos: (592, 432, 732, 442)
warranty-section (1729, 679, 2273, 935)
warranty-closing: Życzymy satysfakcji z użytkowania zakupionego produktu i zachęcamy do zapoznania się z bogatym asortymentem dostępnym w ofercie naszej Firmy. (1735, 925, 2267, 934)
paragraph: 1. CONTENU DE L’EMBALLAGE: Station météo électronique. Capteur extérieur. Câble d’alimentation. Notice d’utilisation. (23, 35, 453, 45)
bullet-list (1729, 22, 2273, 74)
list-item: • Iekštelpu temperatūras diapazons: 0°C ~ +50°C, kļūda ±1°C. HH.H tiek parādīts, ja temperatūra ir augstāka par 50°C. un LL.L tiek parādīts, ja temperatūra ir zemāka par 0°C. (1177, 194, 1704, 215)
list-item: • Patalpos temperatūra ir drėgnis matuojami kas 30 s. Kai rodomas laikas, paspauskite mygtuką DOWN, kad perjungtumėte patalpų temperatūros vienetus: °C/°F. (607, 399, 1135, 420)
paragraph: Temperatūra ir drėgnis patalpoje ir lauke. Įspėja apie aukščiausią ir žemiausią vidaus ir lauko temperatūrą. 433 MHz radijo dažnio lauko temperatūros ir drėgnio ekranas, palaiko iki 3 lauko jutiklių. Barometras ir rodo Mėnulio fazes. Įspėja apie žemą lauko jutiklio elementų įkrovos lygį. Įspėja apie žemą bazinės stotelės elementų įkrovos lygį. (592, 22, 1136, 53)
paragraph: 3. KASUTAMINE: (1160, 829, 1223, 839)
paragraph: Intervalli seadistamine unerežiimi jaoks: Kellaaja kuvamise ajal vajutage ja hoidke mõne sekundi jooksul all nuppu SNOOZE/LIGHT, et minna üle unerežiimi intervalli seadistusele (vahemikus 3 kuni 20 minutit, vaikimisi 5 minutit). Seadistatud kordusele element hakkab vilkuma. Vajutage väärtuse suurendamiseks nuppu UP või väärtuse vähendamiseks nuppu DOWN. Vajutage pärast seadistamist nuppu MODE, et väljuda. Kui 10 sekundi jooksul ei tehta ühtegi toimingut, väljub süsteem automaatselt seadistusrežiimist ja seadistatud väärtus salvestatakse. (1160, 1066, 1704, 1108)
